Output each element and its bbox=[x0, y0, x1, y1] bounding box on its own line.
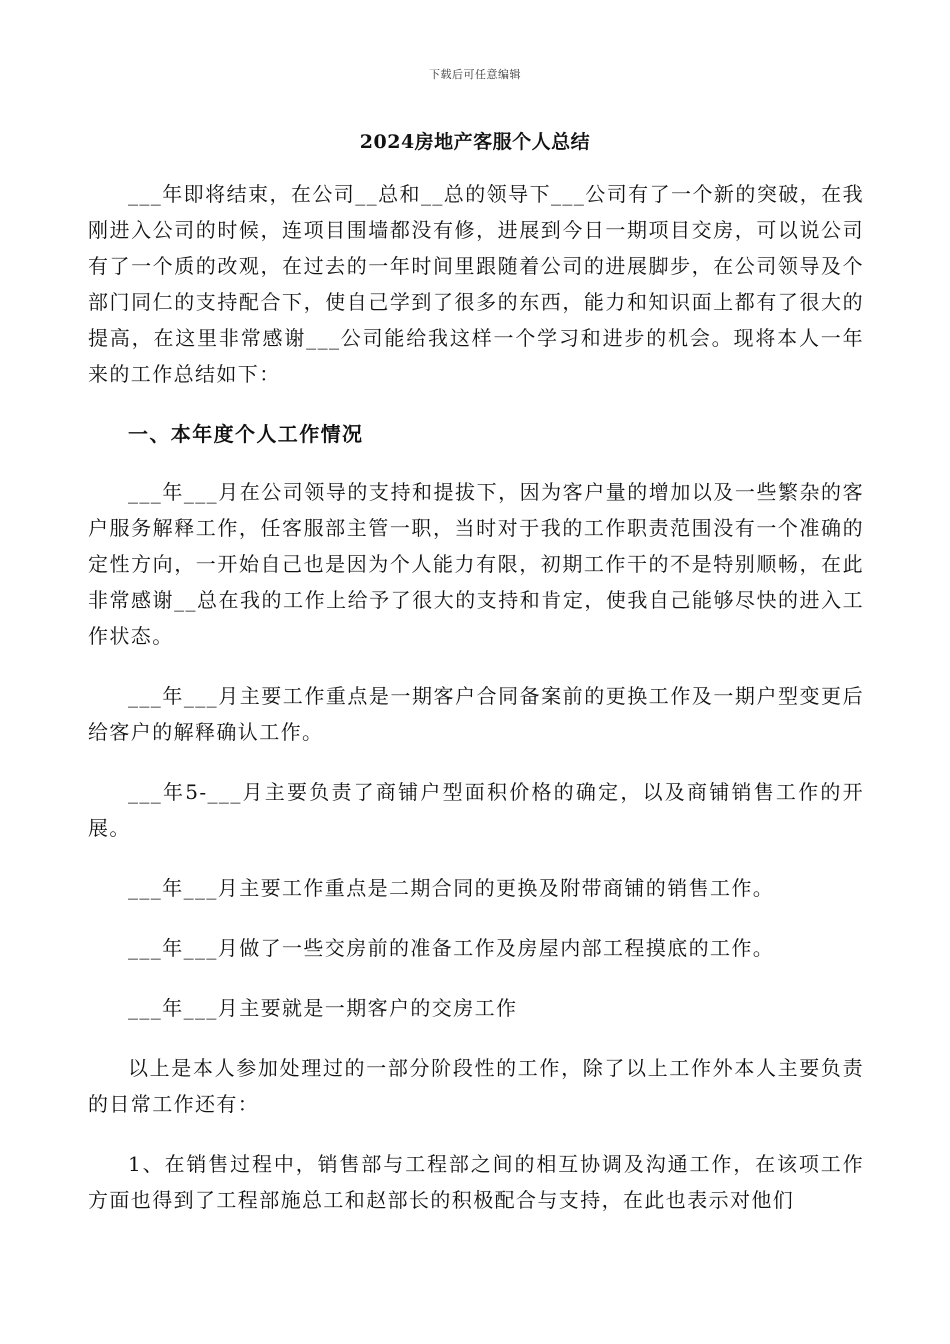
paragraph-work-3: ___年5-___月主要负责了商铺户型面积价格的确定，以及商铺销售工作的开展。 bbox=[88, 780, 864, 840]
paragraph-daily-intro: 以上是本人参加处理过的一部分阶段性的工作，除了以上工作外本人主要负责的日常工作还有： bbox=[88, 1056, 864, 1116]
paragraph-work-4: ___年___月主要工作重点是二期合同的更换及附带商铺的销售工作。 bbox=[128, 876, 775, 900]
paragraph-work-6: ___年___月主要就是一期客户的交房工作 bbox=[128, 996, 518, 1020]
document-title: 2024房地产客服个人总结 bbox=[359, 131, 591, 153]
paragraph-work-1: ___年___月在公司领导的支持和提拔下，因为客户量的增加以及一些繁杂的客户服务解释工作，任客服部主管一职，当时对于我的工作职责范围没有一个准确的定性方向，一开始自己也是因为个人能力有限，初期工作干的不是特别顺畅，在此非常感谢__总在我的工作上给予了很大的支持和肯定，使我自己能够尽快的进入工作状态。 bbox=[88, 480, 864, 648]
paragraph-work-5: ___年___月做了一些交房前的准备工作及房屋内部工程摸底的工作。 bbox=[128, 936, 775, 960]
document-body bbox=[88, 176, 864, 1218]
header-note: 下载后可任意编辑 bbox=[429, 68, 521, 81]
section-heading: 一、本年度个人工作情况 bbox=[128, 422, 364, 446]
paragraph-work-2: ___年___月主要工作重点是一期客户合同备案前的更换工作及一期户型变更后给客户的解释确认工作。 bbox=[88, 684, 864, 744]
paragraph-daily-item-1: 1、在销售过程中，销售部与工程部之间的相互协调及沟通工作，在该项工作方面也得到了工程部施总工和赵部长的积极配合与支持，在此也表示对他们 bbox=[88, 1152, 864, 1212]
paragraph-intro: ___年即将结束，在公司__总和__总的领导下___公司有了一个新的突破，在我刚进入公司的时候，连项目围墙都没有修，进展到今日一期项目交房，可以说公司有了一个质的改观，在过去的一年时间里跟随着公司的进展脚步，在公司领导及个部门同仁的支持配合下，使自己学到了很多的东西，能力和知识面上都有了很大的提高，在这里非常感谢___公司能给我这样一个学习和进步的机会。现将本人一年来的工作总结如下： bbox=[88, 182, 864, 386]
